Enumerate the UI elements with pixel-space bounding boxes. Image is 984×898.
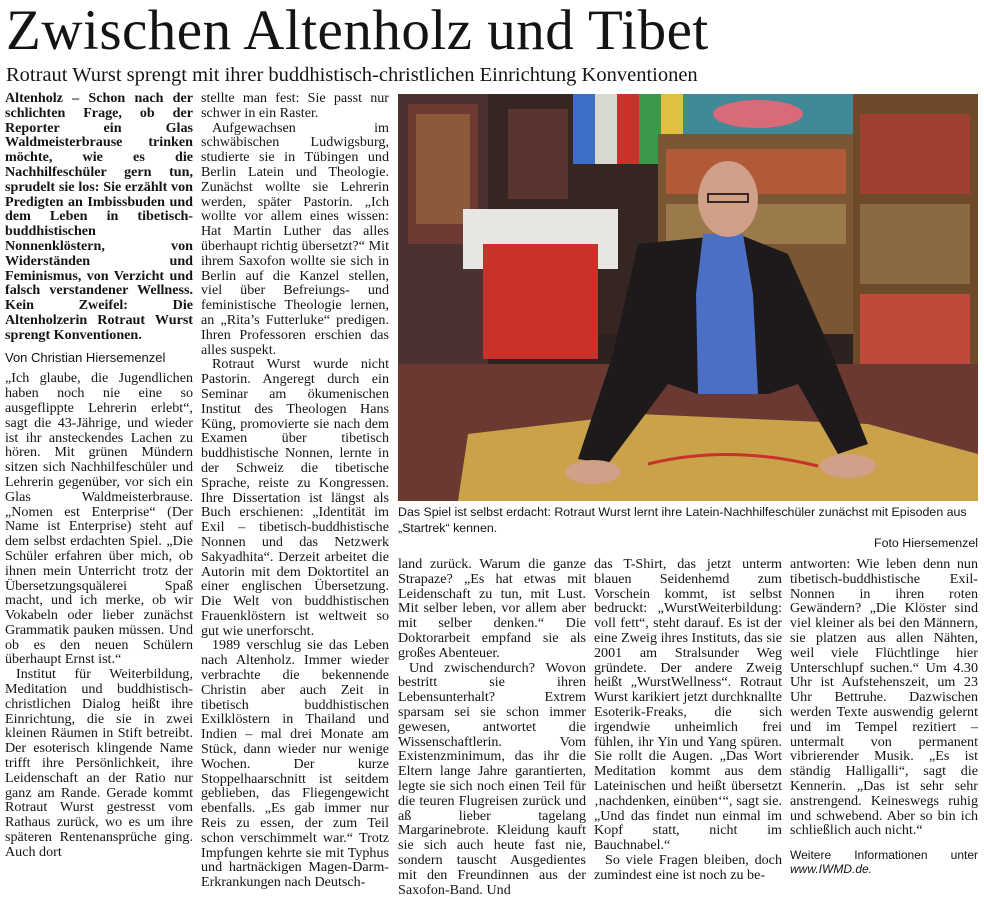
headline: Zwischen Altenholz und Tibet [6, 0, 709, 62]
body-paragraph: antworten: Wie leben denn nun tibetisch-buddhistische Exil-Nonnen in ihren roten Gewändern? „Die Klöster sind viel kleiner als bei den Männern, sie platzen aus allen Nähten, weil viele Flüchtlinge hier Unterschlupf suchen.“ Um 4.30 Uhr ist Aufstehenszeit, um 23 Uhr Bettruhe. Dazwischen werden Texte auswendig gelernt und im Tempel rezitiert – untermalt von permanent vibrierender Musik. „Es ist ständig Halligalli“, sagt die Kennerin. „Das ist sehr sehr anstrengend. Keineswegs ruhig und schwebend. Aber so bin ich schließlich auch nicht.“ [790, 556, 978, 839]
body-paragraph: Aufgewachsen im schwäbischen Ludwigsburg, studierte sie in Tübingen und Berlin Latein und Theologie. Zunächst wollte sie Lehrerin werden, später Pastorin. „Ich wollte vor allem eines wissen: Hat Martin Luther das alles überhaupt richtig übersetzt?“ Mit ihrem Saxofon wollte sie sich in Berlin auf die Kanzel stellen, viel über Befreiungs- und feministische Theologie lernen, an „Rita’s Futterluke“ predigen. Ihren Professoren erschien das alles suspekt. [201, 119, 389, 358]
article-column-3 [398, 556, 586, 898]
article-column-4 [594, 556, 782, 883]
body-paragraph: Institut für Weiterbildung, Meditation und buddhistisch-christlichen Dialog heißt ihre Einrichtung, die sie in zwei kleinen Räumen in Stift betreibt. Der esoterisch klingende Name trifft ihre Persönlichkeit, ihre Leidenschaft an der Ratio nur ganz am Rande. Gerade kommt Rotraut Wurst gestresst vom Rathaus zurück, wo es um ihre späteren Rentenansprüche ging. Auch dort [5, 666, 193, 860]
further-info-text: Weitere Informationen unter [790, 848, 978, 863]
photo-credit: Foto Hiersemenzel [874, 536, 978, 550]
body-paragraph: Und zwischendurch? Wovon bestritt sie ihren Lebensunterhalt? Extrem sparsam sei sie schon immer gewesen, antwortet die Wissenschaftlerin. Vom Existenzminimum, das ihr die Eltern lange Jahre garantierten, legte sie sich noch einen Teil für die teuren Flugreisen zurück und aß lieber tagelang Margarinebrote. Kleidung kauft sie sich auch heute fast nie, sondern tauscht Ausgedientes mit den Freundinnen aus der Saxofon-Band. Und [398, 659, 586, 898]
further-info [790, 848, 978, 876]
lead-paragraph: Altenholz – Schon nach der schlichten Frage, ob der Reporter ein Glas Waldmeisterbrause trinken möchte, wie es die Nachhilfeschüler gern tun, sprudelt sie los: Sie erzählt von Predigten an Imbissbuden und dem Leben in tibetisch-buddhistischen Nonnenklöstern, von Widerständen und Feminismus, von Verzicht und falsch verstandener Wellness. Kein Zweifel: Die Altenholzerin Rotraut Wurst sprengt Konventionen. [5, 90, 193, 343]
body-paragraph: Rotraut Wurst wurde nicht Pastorin. Angeregt durch ein Seminar am ökumenischen Institut des Theologen Hans Küng, promovierte sie nach dem Examen über tibetisch buddhistische Nonnen, lernte in der Schweiz die tibetische Sprache, reiste zu Kongressen. Ihre Dissertation ist längst als Buch erschienen: „Identität im Exil – tibetisch-buddhistische Nonnen und das Netzwerk Sakyadhita“. Derzeit arbeitet die Autorin mit dem Doktortitel an einer englischen Übersetzung. Die Welt von buddhistischen Frauenklöstern ist weltweit so gut wie unerforscht. [201, 356, 389, 639]
body-paragraph: 1989 verschlug sie das Leben nach Altenholz. Immer wieder verbrachte die bekennende Christin aber auch Zeit in tibetisch buddhistischen Exilklöstern in Thailand und Indien – mal drei Monate am Stück, dann wieder nur wenige Wochen. Der kurze Stoppelhaarschnitt ist seitdem geblieben, das Fliegengewicht ebenfalls. „Es gab immer nur Reis zu essen, der zum Teil schon verschimmelt war.“ Trotz Impfungen kehrte sie mit Typhus und hartnäckigen Magen-Darm-Erkrankungen nach Deutsch- [201, 637, 389, 891]
body-paragraph: stellte man fest: Sie passt nur schwer in ein Raster. [201, 90, 389, 121]
subheadline: Rotraut Wurst sprengt mit ihrer buddhistisch-christlichen Einrichtung Konventionen [6, 64, 698, 86]
byline: Von Christian Hiersemenzel [5, 349, 166, 365]
caption-text: Das Spiel ist selbst erdacht: Rotraut Wurst lernt ihre Latein-Nachhilfeschüler zunächst mit Episoden aus „Startrek“ kennen. [398, 505, 967, 535]
body-paragraph: So viele Fragen bleiben, doch zumindest eine ist noch zu be- [594, 851, 782, 883]
article-photo [398, 94, 978, 501]
photo-caption [398, 505, 978, 552]
body-paragraph: das T-Shirt, das jetzt unterm blauen Seidenhemd zum Vorschein kommt, ist selbst bedruckt: „WurstWeiterbildung: voll fett“, steht darauf. Es ist der eine Zweig ihres Instituts, das sie 2001 am Stralsunder Weg gründete. Der andere Zweig heißt „WurstWellness“. Rotraut Wurst karikiert jetzt durchknallte Esoterik-Freaks, die sich irgendwie unheimlich frei fühlen, ihr Yin und Yang spüren. Sie rollt die Augen. „Das Wort Meditation kommt aus dem Lateinischen und heißt übersetzt ‚nachdenken, einüben‘“, sagt sie. „Und das findet nun einmal im Kopf statt, nicht im Bauchnabel.“ [594, 556, 782, 854]
further-info-link[interactable]: www.IWMD.de. [790, 862, 873, 877]
body-paragraph: „Ich glaube, die Jugendlichen haben noch nie eine so ausgeflippte Lehrerin erlebt“, sagt die 43-Jährige, und wieder ist ihr ansteckendes Lachen zu hören. Mit grünen Mündern sitzen sich Nachhilfeschüler und Lehrerin gegenüber, vor sich ein Glas Waldmeisterbrause. „Nomen est Enterprise“ (Der Name ist Enterprise) steht auf dem selbst erdachten Spiel. „Die Schüler erfahren über mich, ob ihnen mein Unterricht trotz der Übersetzungsquälerei Spaß macht, und ich merke, ob wir Vokabeln oder lieber zunächst Grammatik pauken müssen. Und ob es den neuen Schülern überhaupt Ernst ist.“ [5, 370, 193, 668]
article-column-2 [201, 90, 389, 891]
body-paragraph: land zurück. Warum die ganze Strapaze? „Es hat etwas mit Leidenschaft zu tun, mit Lust. Mit selber leben, vor allem aber mit selber denken.“ Die Doktorarbeit empfand sie als großes Abenteuer. [398, 556, 586, 661]
article-column-1 [5, 91, 193, 879]
article-column-5 [790, 557, 978, 879]
